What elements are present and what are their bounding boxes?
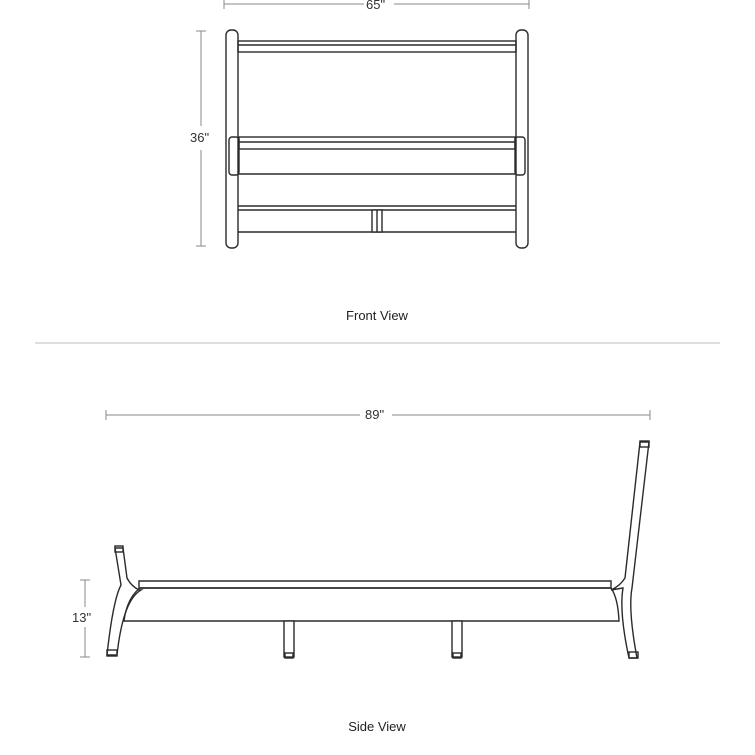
mattress-platform xyxy=(139,581,611,588)
headboard-left-post xyxy=(226,30,238,248)
front-height-label: 36" xyxy=(190,130,210,145)
center-leg-front xyxy=(284,621,294,657)
side-rail xyxy=(124,588,619,621)
center-leg-rear xyxy=(452,621,462,657)
footboard-top-rail xyxy=(239,137,515,149)
front-view-caption: Front View xyxy=(346,308,408,323)
side-view-drawing xyxy=(80,407,650,658)
footboard-leg xyxy=(107,548,141,655)
headboard-leg xyxy=(611,442,649,658)
headboard-right-post xyxy=(516,30,528,248)
side-view-caption: Side View xyxy=(348,719,406,734)
headboard-top-rail xyxy=(238,41,516,52)
front-width-label: 65" xyxy=(366,0,386,12)
front-view-drawing xyxy=(196,0,529,248)
side-length-label: 89" xyxy=(365,407,385,422)
side-height-label: 13" xyxy=(72,610,92,625)
